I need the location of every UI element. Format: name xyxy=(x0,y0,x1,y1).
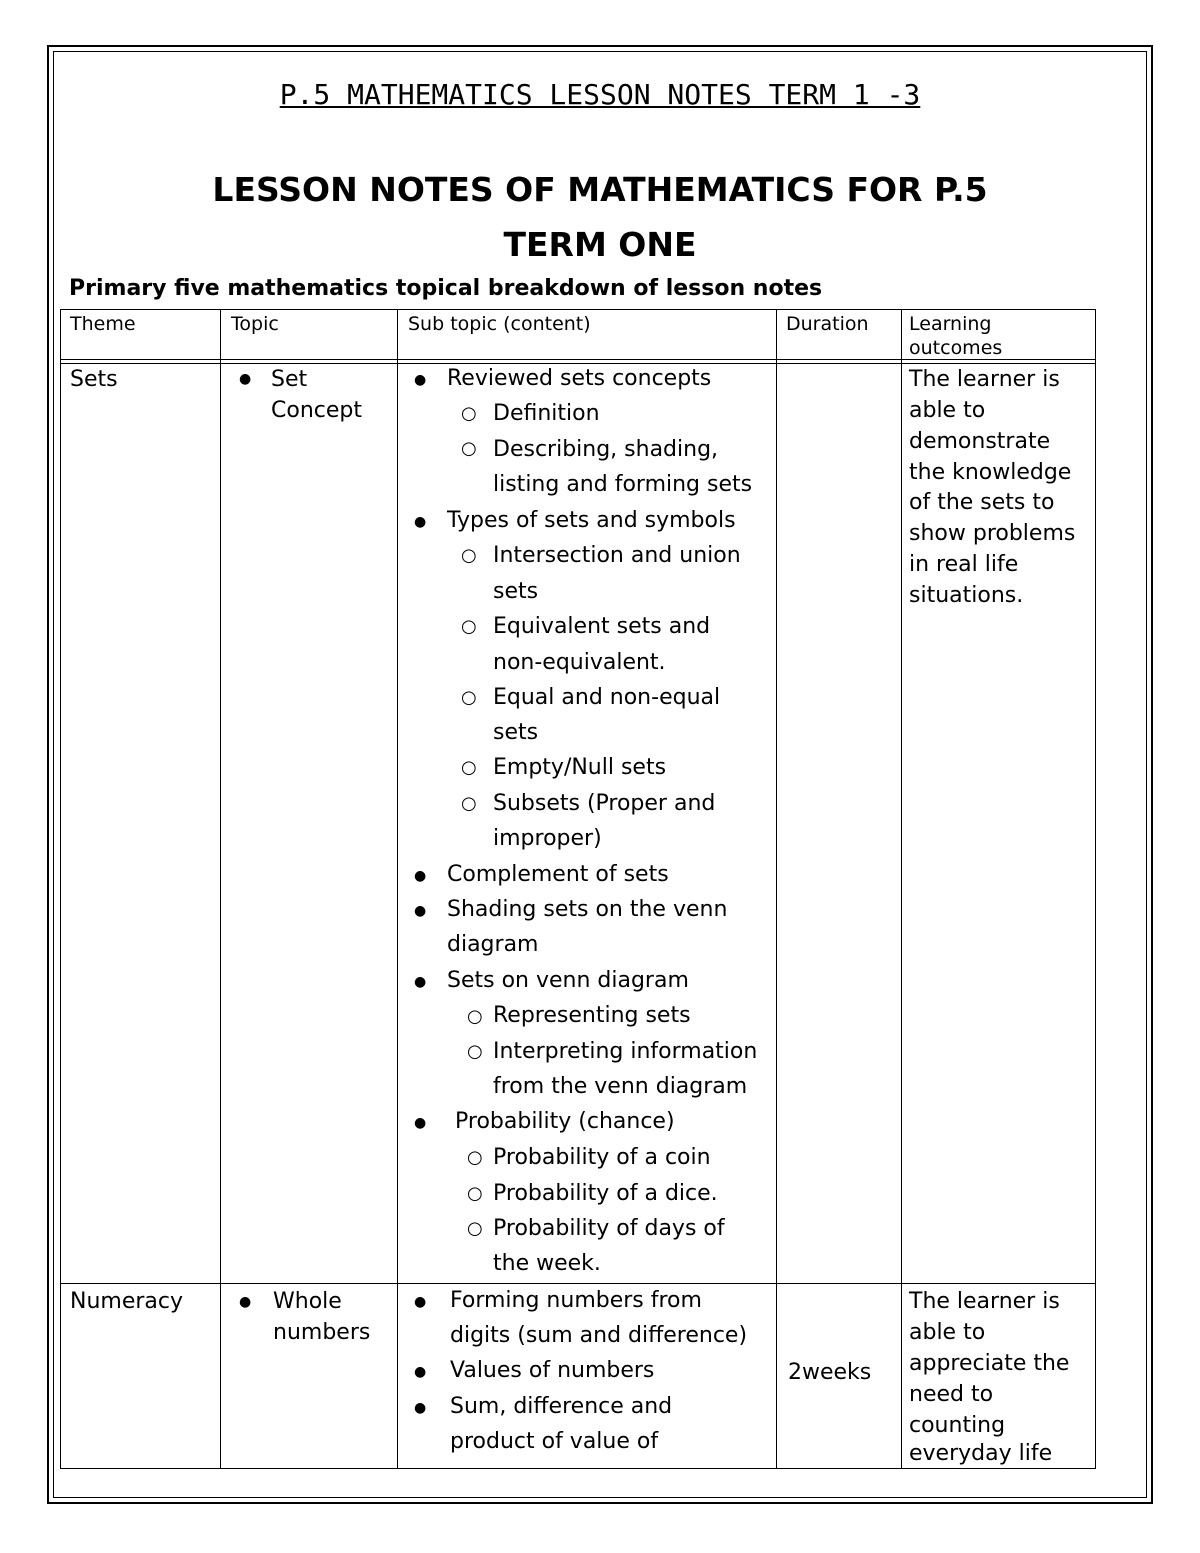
table-caption: Primary five mathematics topical breakdown of lesson notes xyxy=(69,276,823,301)
content-line: sets xyxy=(493,720,539,745)
outcome-line: demonstrate xyxy=(909,429,1051,454)
content-line: Reviewed sets concepts xyxy=(447,366,712,391)
outcome-line: show problems xyxy=(909,521,1076,546)
circle-bullet-icon: ○ xyxy=(467,1183,483,1204)
content-line: Sets on venn diagram xyxy=(447,968,689,993)
document-title: P.5 MATHEMATICS LESSON NOTES TERM 1 -3 xyxy=(279,78,921,111)
circle-bullet-icon: ○ xyxy=(467,1147,483,1168)
circle-bullet-icon: ○ xyxy=(461,545,477,566)
content-line: Probability of days of xyxy=(493,1216,725,1241)
row2-duration: 2weeks xyxy=(788,1360,872,1385)
bullet-icon: ● xyxy=(239,371,252,387)
content-line: Probability of a dice. xyxy=(493,1181,718,1206)
bullet-icon: ● xyxy=(414,974,427,990)
circle-bullet-icon: ○ xyxy=(461,757,477,778)
bullet-icon: ● xyxy=(414,1400,427,1416)
content-line: Values of numbers xyxy=(450,1358,655,1383)
content-line: Types of sets and symbols xyxy=(447,508,736,533)
content-line: Intersection and union xyxy=(493,543,741,568)
column-divider xyxy=(776,309,777,1469)
outcome-line: The learner is xyxy=(909,367,1060,392)
bullet-icon: ● xyxy=(414,1294,427,1310)
header-topic: Topic xyxy=(231,313,279,335)
circle-bullet-icon: ○ xyxy=(461,616,477,637)
outcome-line: everyday life xyxy=(909,1441,1053,1466)
circle-bullet-icon: ○ xyxy=(461,687,477,708)
main-heading-line2: TERM ONE xyxy=(503,225,697,264)
header-theme: Theme xyxy=(70,313,136,335)
row1-theme: Sets xyxy=(70,367,118,392)
content-line: Equal and non-equal xyxy=(493,685,721,710)
outcome-line: the knowledge xyxy=(909,460,1072,485)
outcome-line: in real life xyxy=(909,552,1019,577)
content-line: Empty/Null sets xyxy=(493,755,667,780)
bullet-icon: ● xyxy=(414,868,427,884)
outcome-line: The learner is xyxy=(909,1289,1060,1314)
content-line: diagram xyxy=(447,932,539,957)
row1-topic-line1: Set xyxy=(271,367,308,392)
content-line: product of value of xyxy=(450,1429,659,1454)
content-line: digits (sum and difference) xyxy=(450,1323,748,1348)
content-line: improper) xyxy=(493,826,602,851)
content-line: Describing, shading, xyxy=(493,437,719,462)
header-learning-line1: Learning xyxy=(909,313,992,335)
content-line: Sum, difference and xyxy=(450,1394,673,1419)
content-line: the week. xyxy=(493,1251,601,1276)
column-divider xyxy=(220,309,221,1469)
content-line: Subsets (Proper and xyxy=(493,791,716,816)
bullet-icon: ● xyxy=(414,1115,427,1131)
content-line: Probability of a coin xyxy=(493,1145,711,1170)
bullet-icon: ● xyxy=(239,1294,252,1310)
outcome-line: need to xyxy=(909,1382,994,1407)
circle-bullet-icon: ○ xyxy=(461,403,477,424)
circle-bullet-icon: ○ xyxy=(467,1218,483,1239)
column-divider xyxy=(397,309,398,1469)
outcome-line: able to xyxy=(909,1320,986,1345)
header-learning-line2: outcomes xyxy=(909,337,1003,359)
row1-topic-line2: Concept xyxy=(271,398,362,423)
outcome-line: of the sets to xyxy=(909,490,1055,515)
main-heading-line1: LESSON NOTES OF MATHEMATICS FOR P.5 xyxy=(212,170,988,209)
bullet-icon: ● xyxy=(414,372,427,388)
circle-bullet-icon: ○ xyxy=(461,793,477,814)
bullet-icon: ● xyxy=(414,903,427,919)
outcome-line: counting xyxy=(909,1413,1006,1438)
circle-bullet-icon: ○ xyxy=(461,438,477,459)
header-duration: Duration xyxy=(786,313,869,335)
content-line: Representing sets xyxy=(493,1003,691,1028)
content-line: from the venn diagram xyxy=(493,1074,748,1099)
outcome-line: able to xyxy=(909,398,986,423)
circle-bullet-icon: ○ xyxy=(467,1041,483,1062)
content-line: Probability (chance) xyxy=(455,1109,675,1134)
content-line: listing and forming sets xyxy=(493,472,753,497)
content-line: sets xyxy=(493,579,539,604)
content-line: Interpreting information xyxy=(493,1039,758,1064)
column-divider xyxy=(901,309,902,1469)
bullet-icon: ● xyxy=(414,1364,427,1380)
outcome-line: situations. xyxy=(909,583,1024,608)
header-sub-topic: Sub topic (content) xyxy=(408,313,591,335)
circle-bullet-icon: ○ xyxy=(467,1006,483,1027)
row2-topic-line2: numbers xyxy=(273,1320,371,1345)
content-line: Complement of sets xyxy=(447,862,669,887)
content-line: Definition xyxy=(493,401,600,426)
content-line: Shading sets on the venn xyxy=(447,897,728,922)
bullet-icon: ● xyxy=(414,514,427,530)
content-line: Forming numbers from xyxy=(450,1288,702,1313)
row2-topic-line1: Whole xyxy=(273,1289,342,1314)
content-line: non-equivalent. xyxy=(493,650,666,675)
content-line: Equivalent sets and xyxy=(493,614,711,639)
outcome-line: appreciate the xyxy=(909,1351,1070,1376)
row2-theme: Numeracy xyxy=(70,1289,184,1314)
